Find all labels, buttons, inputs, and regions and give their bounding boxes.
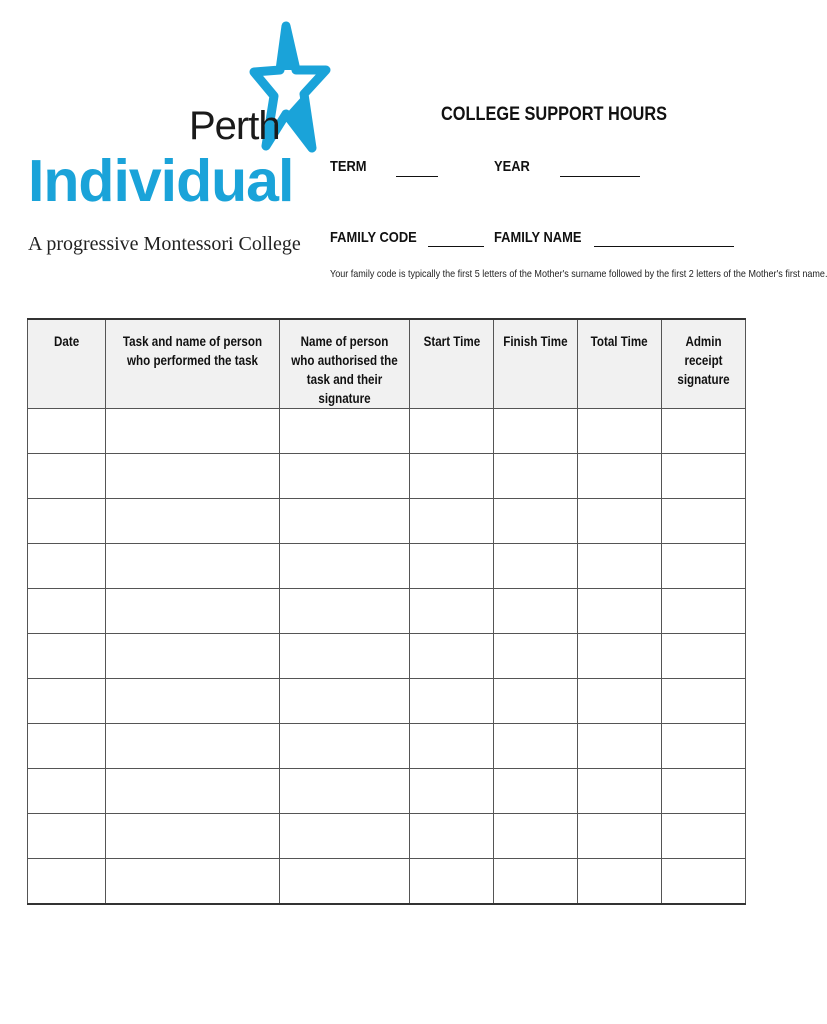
table-cell[interactable] xyxy=(494,859,578,904)
table-cell[interactable] xyxy=(410,634,494,679)
logo-word-perth: Perth xyxy=(189,104,280,148)
table-cell[interactable] xyxy=(410,409,494,454)
table-cell[interactable] xyxy=(410,769,494,814)
header-start-time: Start Time xyxy=(410,319,494,409)
table-cell[interactable] xyxy=(494,679,578,724)
table-row xyxy=(28,499,746,544)
header-task: Task and name of person who performed the task xyxy=(106,319,280,409)
table-cell[interactable] xyxy=(494,544,578,589)
table-cell[interactable] xyxy=(280,724,410,769)
table-cell[interactable] xyxy=(410,859,494,904)
table-row xyxy=(28,409,746,454)
table-cell[interactable] xyxy=(578,769,662,814)
table-cell[interactable] xyxy=(28,499,106,544)
table-cell[interactable] xyxy=(578,589,662,634)
table-cell[interactable] xyxy=(662,859,746,904)
table-cell[interactable] xyxy=(494,409,578,454)
table-cell[interactable] xyxy=(28,454,106,499)
table-cell[interactable] xyxy=(28,634,106,679)
family-name-label: FAMILY NAME xyxy=(494,229,582,246)
table-cell[interactable] xyxy=(280,859,410,904)
table-cell[interactable] xyxy=(662,679,746,724)
table-cell[interactable] xyxy=(494,499,578,544)
table-header-row xyxy=(28,319,746,409)
table-cell[interactable] xyxy=(662,814,746,859)
table-row xyxy=(28,544,746,589)
logo-tagline: A progressive Montessori College xyxy=(28,233,301,255)
header-total-time: Total Time xyxy=(578,319,662,409)
table-cell[interactable] xyxy=(410,724,494,769)
table-cell[interactable] xyxy=(662,544,746,589)
table-cell[interactable] xyxy=(28,679,106,724)
table-cell[interactable] xyxy=(106,634,280,679)
table-cell[interactable] xyxy=(494,814,578,859)
table-cell[interactable] xyxy=(410,679,494,724)
form-title: COLLEGE SUPPORT HOURS xyxy=(441,104,668,125)
table-row xyxy=(28,634,746,679)
table-cell[interactable] xyxy=(410,589,494,634)
table-cell[interactable] xyxy=(662,589,746,634)
table-cell[interactable] xyxy=(28,589,106,634)
header-admin-signature: Admin receipt signature xyxy=(662,319,746,409)
table-cell[interactable] xyxy=(662,454,746,499)
table-cell[interactable] xyxy=(28,859,106,904)
family-code-note: Your family code is typically the first 5 letters of the Mother's surname followed by the first 2 letters of the Mother's first name. xyxy=(330,268,827,280)
table-cell[interactable] xyxy=(578,724,662,769)
table-row xyxy=(28,679,746,724)
table-body xyxy=(28,409,746,904)
table-cell[interactable] xyxy=(410,454,494,499)
table-cell[interactable] xyxy=(578,499,662,544)
table-cell[interactable] xyxy=(280,679,410,724)
table-cell[interactable] xyxy=(28,724,106,769)
table-cell[interactable] xyxy=(28,409,106,454)
table-cell[interactable] xyxy=(106,409,280,454)
table-cell[interactable] xyxy=(280,544,410,589)
table-cell[interactable] xyxy=(662,769,746,814)
table-row xyxy=(28,589,746,634)
college-logo xyxy=(26,24,316,255)
table-cell[interactable] xyxy=(410,544,494,589)
table-cell[interactable] xyxy=(280,409,410,454)
table-cell[interactable] xyxy=(106,769,280,814)
table-cell[interactable] xyxy=(662,499,746,544)
table-cell[interactable] xyxy=(578,409,662,454)
family-code-label: FAMILY CODE xyxy=(330,229,417,246)
table-row xyxy=(28,724,746,769)
table-cell[interactable] xyxy=(578,679,662,724)
table-cell[interactable] xyxy=(494,769,578,814)
table-cell[interactable] xyxy=(106,679,280,724)
table-row xyxy=(28,769,746,814)
table-cell[interactable] xyxy=(106,589,280,634)
table-cell[interactable] xyxy=(280,769,410,814)
family-name-field[interactable] xyxy=(594,246,734,247)
header-authorised-by: Name of person who authorised the task and their signature xyxy=(280,319,410,409)
table-cell[interactable] xyxy=(106,544,280,589)
header-date: Date xyxy=(28,319,106,409)
header-finish-time: Finish Time xyxy=(494,319,578,409)
table-cell[interactable] xyxy=(280,589,410,634)
table-cell[interactable] xyxy=(280,499,410,544)
table-cell[interactable] xyxy=(578,454,662,499)
table-row xyxy=(28,859,746,904)
table-cell[interactable] xyxy=(494,454,578,499)
year-field[interactable] xyxy=(560,176,640,177)
support-hours-table xyxy=(27,318,746,905)
table-cell[interactable] xyxy=(280,634,410,679)
table-cell[interactable] xyxy=(280,454,410,499)
term-label: TERM xyxy=(330,158,367,175)
table-cell[interactable] xyxy=(28,544,106,589)
table-cell[interactable] xyxy=(106,724,280,769)
table-cell[interactable] xyxy=(106,499,280,544)
table-cell[interactable] xyxy=(494,724,578,769)
table-cell[interactable] xyxy=(662,409,746,454)
table-cell[interactable] xyxy=(28,769,106,814)
table-cell[interactable] xyxy=(494,634,578,679)
year-label: YEAR xyxy=(494,158,530,175)
table-row xyxy=(28,454,746,499)
table-cell[interactable] xyxy=(106,454,280,499)
table-cell[interactable] xyxy=(662,634,746,679)
table-cell[interactable] xyxy=(578,544,662,589)
table-cell[interactable] xyxy=(280,814,410,859)
table-cell[interactable] xyxy=(494,589,578,634)
table-cell[interactable] xyxy=(410,814,494,859)
table-row xyxy=(28,814,746,859)
table-cell[interactable] xyxy=(410,499,494,544)
table-cell[interactable] xyxy=(578,814,662,859)
logo-word-individual: Individual xyxy=(28,148,294,214)
table-cell[interactable] xyxy=(106,814,280,859)
table-cell[interactable] xyxy=(578,859,662,904)
term-field[interactable] xyxy=(396,176,438,177)
table-cell[interactable] xyxy=(662,724,746,769)
table-cell[interactable] xyxy=(106,859,280,904)
family-code-field[interactable] xyxy=(428,246,484,247)
table-cell[interactable] xyxy=(578,634,662,679)
table-cell[interactable] xyxy=(28,814,106,859)
